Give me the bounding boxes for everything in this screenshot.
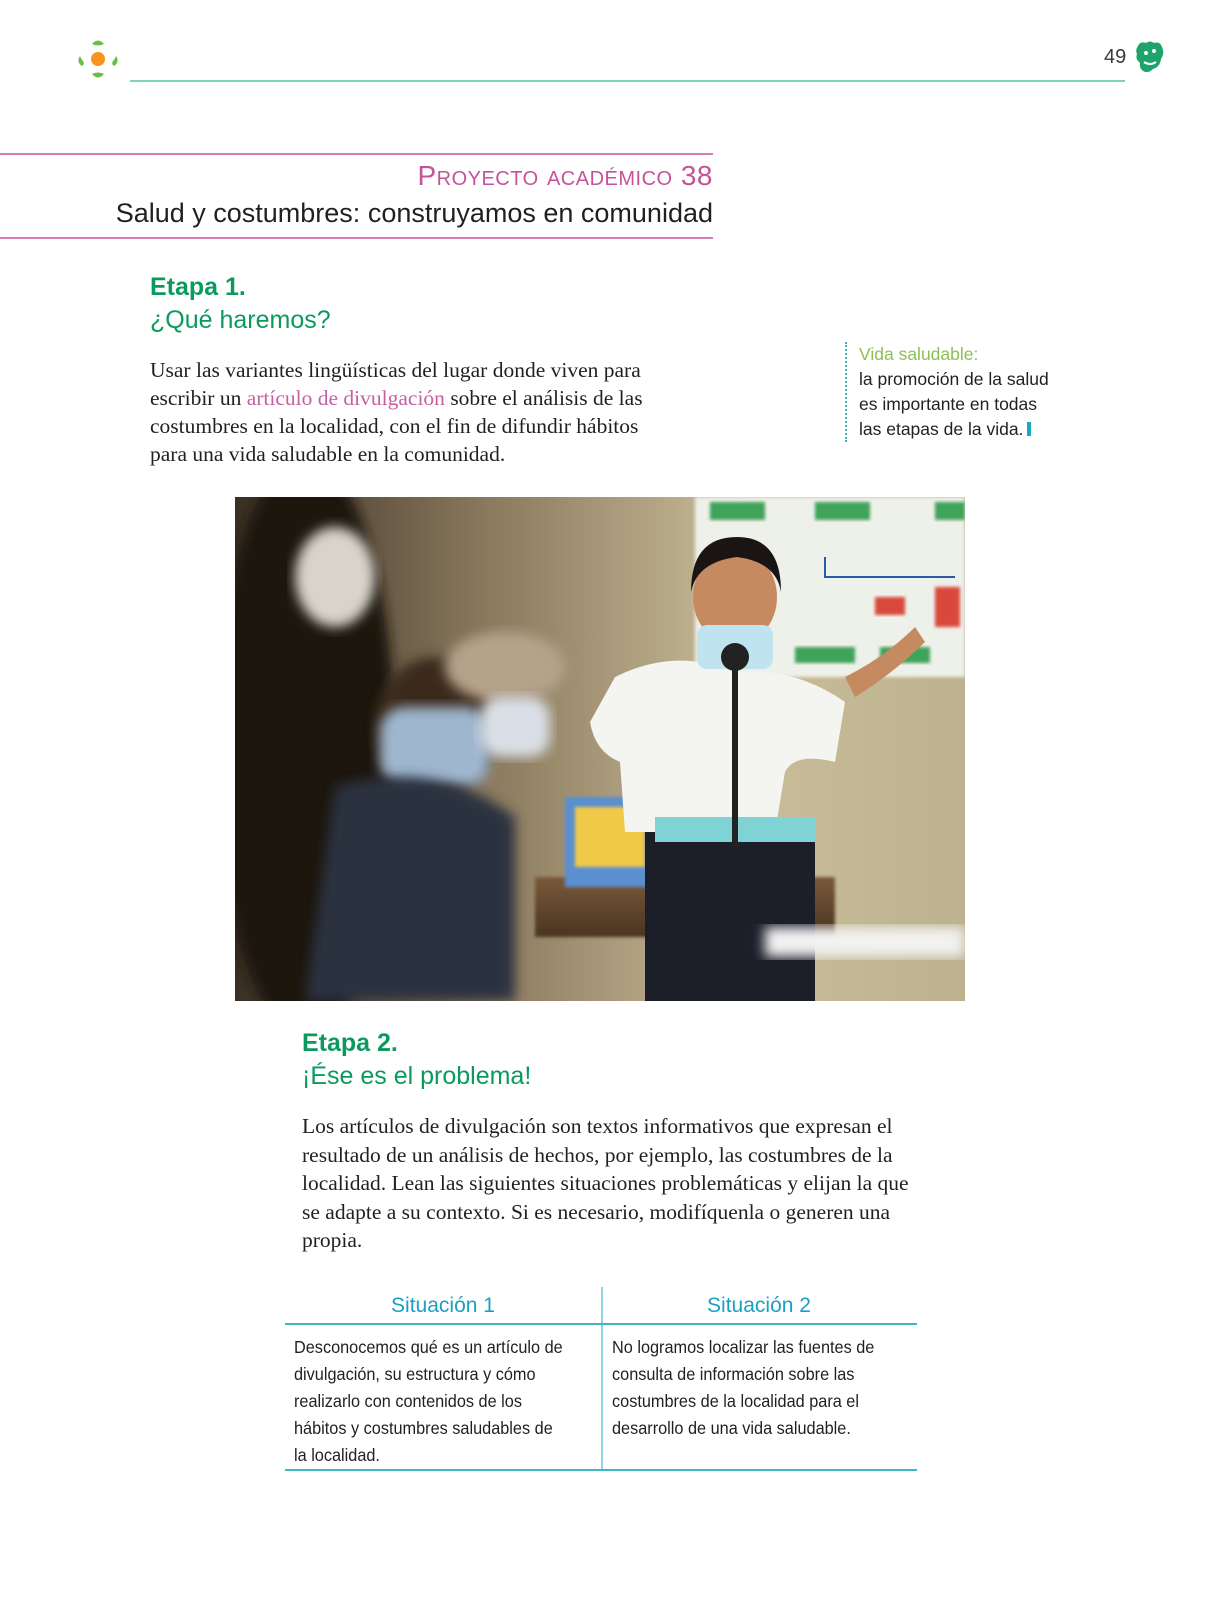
stage1-body — [150, 356, 670, 468]
page-number: 49 — [1104, 46, 1127, 68]
project-bottom-rule — [0, 237, 713, 239]
community-logo-icon — [72, 34, 124, 86]
situation1-heading: Situación 1 — [391, 1294, 495, 1317]
glyph-emblem-icon — [1134, 40, 1166, 76]
stage1-number: Etapa 1. — [150, 273, 246, 301]
stage2-question: ¡Ése es el problema! — [302, 1062, 532, 1090]
header-rule — [130, 80, 1125, 82]
stage1-body-before: Usar las variantes lingüísticas del lugar donde viven para escribir un — [150, 358, 641, 410]
glossary-term-link[interactable]: artículo de divulgación — [246, 386, 445, 410]
project-label: Proyecto académico 38 — [417, 160, 713, 191]
table-bottom-rule — [285, 1469, 917, 1471]
glossary-note-text: la promoción de la salud es importante en todas las etapas de la vida. — [859, 369, 1049, 439]
situation2-heading: Situación 2 — [707, 1294, 811, 1317]
glossary-note-title: Vida saludable: — [859, 344, 979, 364]
stage2-body: Los artículos de divulgación son textos informativos que expresan el resultado de un análisis de hechos, por ejemplo, las costumbres de la localidad. Lean las siguientes situaciones problemáticas y elijan la que se adapte a su contexto. Si es necesario, modifíquenla o generen una propia. — [302, 1114, 909, 1252]
project-top-rule — [0, 153, 713, 155]
table-header-rule — [285, 1323, 917, 1325]
health-promoter-photo — [235, 497, 965, 1001]
stage1-body-after: sobre el análisis de las costumbres en la localidad, con el fin de difundir hábitos para una vida saludable en la comunidad. — [150, 386, 643, 466]
stage2-number: Etapa 2. — [302, 1029, 398, 1057]
note-end-mark — [1027, 422, 1031, 436]
situation1-text: Desconocemos qué es un artículo de divulgación, su estructura y cómo realizarlo con contenidos de los hábitos y costumbres saludables de la localidad. — [294, 1337, 563, 1465]
project-title: Salud y costumbres: construyamos en comunidad — [115, 198, 713, 228]
situation2-text: No logramos localizar las fuentes de consulta de información sobre las costumbres de la localidad para el desarrollo de una vida saludable. — [612, 1337, 875, 1438]
glossary-note — [845, 342, 1059, 442]
stage1-question: ¿Qué haremos? — [150, 306, 331, 334]
